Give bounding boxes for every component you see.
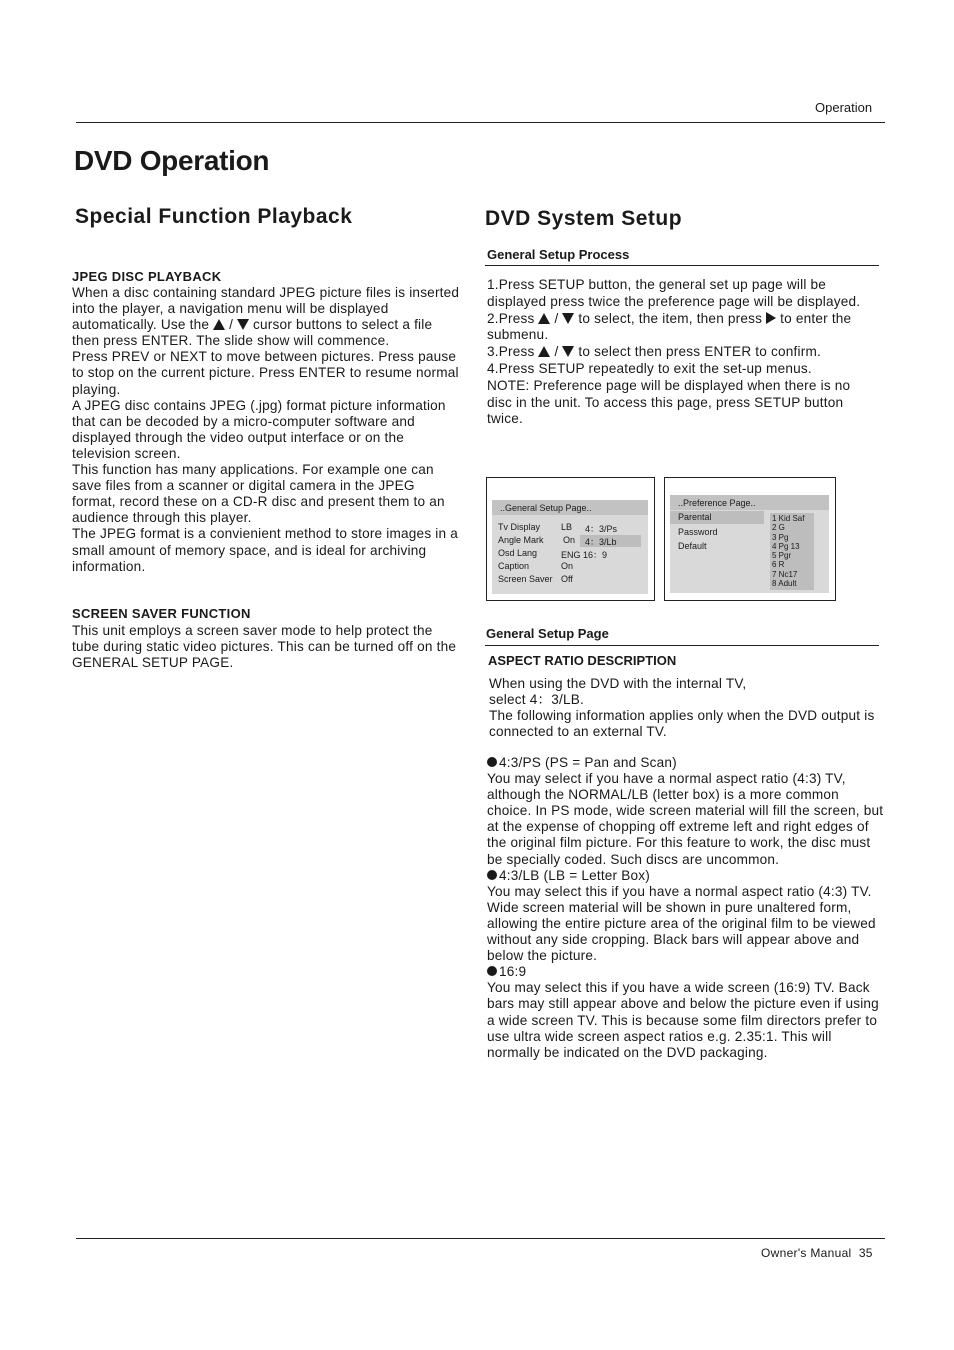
jpeg-paragraph-2: Press PREV or NEXT to move between pictures. Press pause to stop on the current picture. Press ENTER to resume normal playing.: [72, 349, 459, 397]
step-2a: 2.Press: [487, 310, 535, 326]
jpeg-p1b: cursor buttons to select a file then press ENTER. The slide show will commence.: [72, 317, 433, 349]
menu-row-value: LB: [561, 522, 573, 532]
aspect-intro-2: select 4：3/LB.: [489, 692, 584, 708]
pref-item-parental: Parental: [678, 512, 712, 522]
bullet-icon: [487, 966, 497, 976]
rating-item: 1 Kid Saf: [772, 514, 805, 523]
dvd-system-setup-heading: DVD System Setup: [485, 207, 683, 230]
up-arrow-icon: [538, 346, 550, 357]
ps-text: You may select if you have a normal aspect ratio (4:3) TV, although the NORMAL/LB (letter box) is a more common choice. In PS mode, wide screen material will fill the screen, but at the expense of chopping off extreme left and right edges of the original film picture. For this feature to work, the disc must be specially coded. Such discs are uncommon.: [487, 771, 884, 867]
lb-title-text: 4:3/LB (LB = Letter Box): [499, 867, 651, 883]
rating-item: 4 Pg 13: [772, 541, 800, 551]
step-3: 3.Press / to select then press ENTER to confirm.: [487, 344, 821, 360]
lb-title: [487, 868, 885, 884]
screen-saver-heading: SCREEN SAVER FUNCTION: [72, 606, 251, 621]
aspect-ratio-heading: ASPECT RATIO DESCRIPTION: [488, 653, 677, 668]
ps-title-text: 4:3/PS (PS = Pan and Scan): [499, 755, 677, 770]
step-1: 1.Press SETUP button, the general set up page will be displayed press twice the preference page will be displayed.: [487, 277, 861, 309]
jpeg-paragraph-5: The JPEG format is a convienient method to store images in a small amount of memory space, and is ideal for archiving information.: [72, 526, 459, 574]
process-rule: [485, 265, 879, 266]
pref-item-password: Password: [678, 527, 718, 537]
menu-row-value: On: [563, 535, 576, 545]
footer: [761, 1246, 873, 1260]
rating-item: 7 Nc17: [772, 569, 798, 579]
down-arrow-icon: [562, 313, 574, 324]
setup-note: NOTE: Preference page will be displayed when there is no disc in the unit. To access this page, press SETUP button twice.: [487, 377, 851, 427]
preference-menu-title: ..Preference Page..: [678, 498, 756, 508]
menu-row-value: ENG 16：9: [561, 550, 608, 560]
menu-row-option: 4：3/Ps: [585, 524, 618, 534]
bullet-icon: [487, 870, 497, 880]
lb-text: You may select this if you have a normal aspect ratio (4:3) TV. Wide screen material will be shown in pure unaltered form, allowing the entire picture area of the original film to be viewed without any side cropping. Black bars will appear above and below the picture.: [487, 883, 876, 964]
footer-label: Owner's Manual: [761, 1246, 852, 1260]
wide-title: [487, 964, 885, 980]
rating-list: [770, 513, 814, 590]
jpeg-p1a: When a disc containing standard JPEG picture files is inserted into the player, a navigation menu will be displayed automatically. Use the: [72, 285, 460, 333]
rating-item: 8 Adult: [772, 579, 797, 589]
jpeg-paragraph-4: This function has many applications. For example one can save files from a scanner or digital camera in the JPEG format, record these on a CD-R disc and present them to an audience through this player.: [72, 462, 445, 526]
up-arrow-icon: [538, 313, 550, 324]
menu-row-option: 4：3/Lb: [585, 537, 617, 547]
down-arrow-icon: [562, 346, 574, 357]
aspect-intro-3: The following information applies only when the DVD output is connected to an external TV.: [489, 708, 875, 740]
page-title: DVD Operation: [74, 145, 270, 176]
screen-saver-body: This unit employs a screen saver mode to help protect the tube during static video pictures. This can be turned off on the GENERAL SETUP PAGE.: [72, 623, 457, 671]
special-function-heading: Special Function Playback: [75, 205, 353, 228]
general-setup-page-heading: General Setup Page: [486, 626, 609, 641]
ps-title: [487, 755, 885, 771]
rating-item: 3 Pg: [772, 532, 789, 542]
general-menu-title: ..General Setup Page..: [500, 503, 592, 513]
aspect-intro-1: When using the DVD with the internal TV,: [489, 676, 747, 691]
preference-menu-title-bar: [670, 495, 829, 510]
page-number: 35: [858, 1246, 873, 1260]
up-arrow-icon: [213, 319, 225, 330]
pref-item-default: Default: [678, 541, 707, 551]
general-setup-menu: [486, 477, 655, 601]
aspect-intro: [489, 676, 877, 740]
footer-rule: [76, 1238, 885, 1239]
step-4: 4.Press SETUP repeatedly to exit the set-up menus.: [487, 360, 812, 376]
general-setup-process-heading: General Setup Process: [487, 247, 630, 262]
aspect-options: [487, 755, 885, 1061]
menu-row-value: Off: [561, 574, 573, 584]
wide-title-text: 16:9: [499, 964, 527, 980]
menu-row-label: Tv Display: [498, 522, 541, 532]
jpeg-paragraph-1: When a disc containing standard JPEG picture files is inserted into the player, a navigation menu will be displayed automatically. Use the / cursor buttons to select a file then press ENTER. The slide show will commence.: [72, 285, 460, 349]
menu-row-value: On: [561, 561, 574, 571]
right-arrow-icon: [766, 312, 776, 324]
jpeg-body: [72, 285, 462, 575]
step-3b: to select then press ENTER to confirm.: [578, 344, 821, 360]
jpeg-paragraph-3: A JPEG disc contains JPEG (.jpg) format picture information that can be decoded by a micro-computer software and displayed through the video output interface or on the television screen.: [72, 397, 446, 461]
down-arrow-icon: [237, 319, 249, 330]
rating-item: 2 G: [772, 523, 785, 533]
setup-steps: [487, 277, 879, 428]
rating-item: 6 R: [772, 560, 785, 570]
menu-row-label: Angle Mark: [498, 535, 544, 545]
bullet-icon: [487, 757, 497, 767]
menu-row-label: Caption: [498, 561, 530, 571]
section-label: Operation: [815, 100, 873, 115]
preference-menu: [664, 477, 836, 601]
step-2b: to select, the item, then press: [578, 310, 763, 326]
jpeg-heading: JPEG DISC PLAYBACK: [72, 269, 222, 284]
general-menu-title-bar: [492, 500, 648, 515]
step-2: 2.Press / to select, the item, then press to enter the submenu.: [487, 310, 852, 343]
setup-page-rule: [485, 645, 879, 646]
rating-item: 5 Pgr: [772, 551, 792, 561]
menu-row-label: Osd Lang: [498, 548, 538, 558]
step-2c: to enter the submenu.: [487, 310, 852, 343]
header-rule: [76, 122, 885, 123]
menu-row-label: Screen Saver: [498, 574, 553, 584]
step-3a: 3.Press: [487, 344, 535, 360]
wide-text: You may select this if you have a wide screen (16:9) TV. Back bars may still appear above and below the picture even if using a wide screen TV. This is because some film directors prefer to use ultra wide screen aspect ratios e.g. 2.35:1. This will normally be indicated on the DVD packaging.: [487, 980, 879, 1060]
